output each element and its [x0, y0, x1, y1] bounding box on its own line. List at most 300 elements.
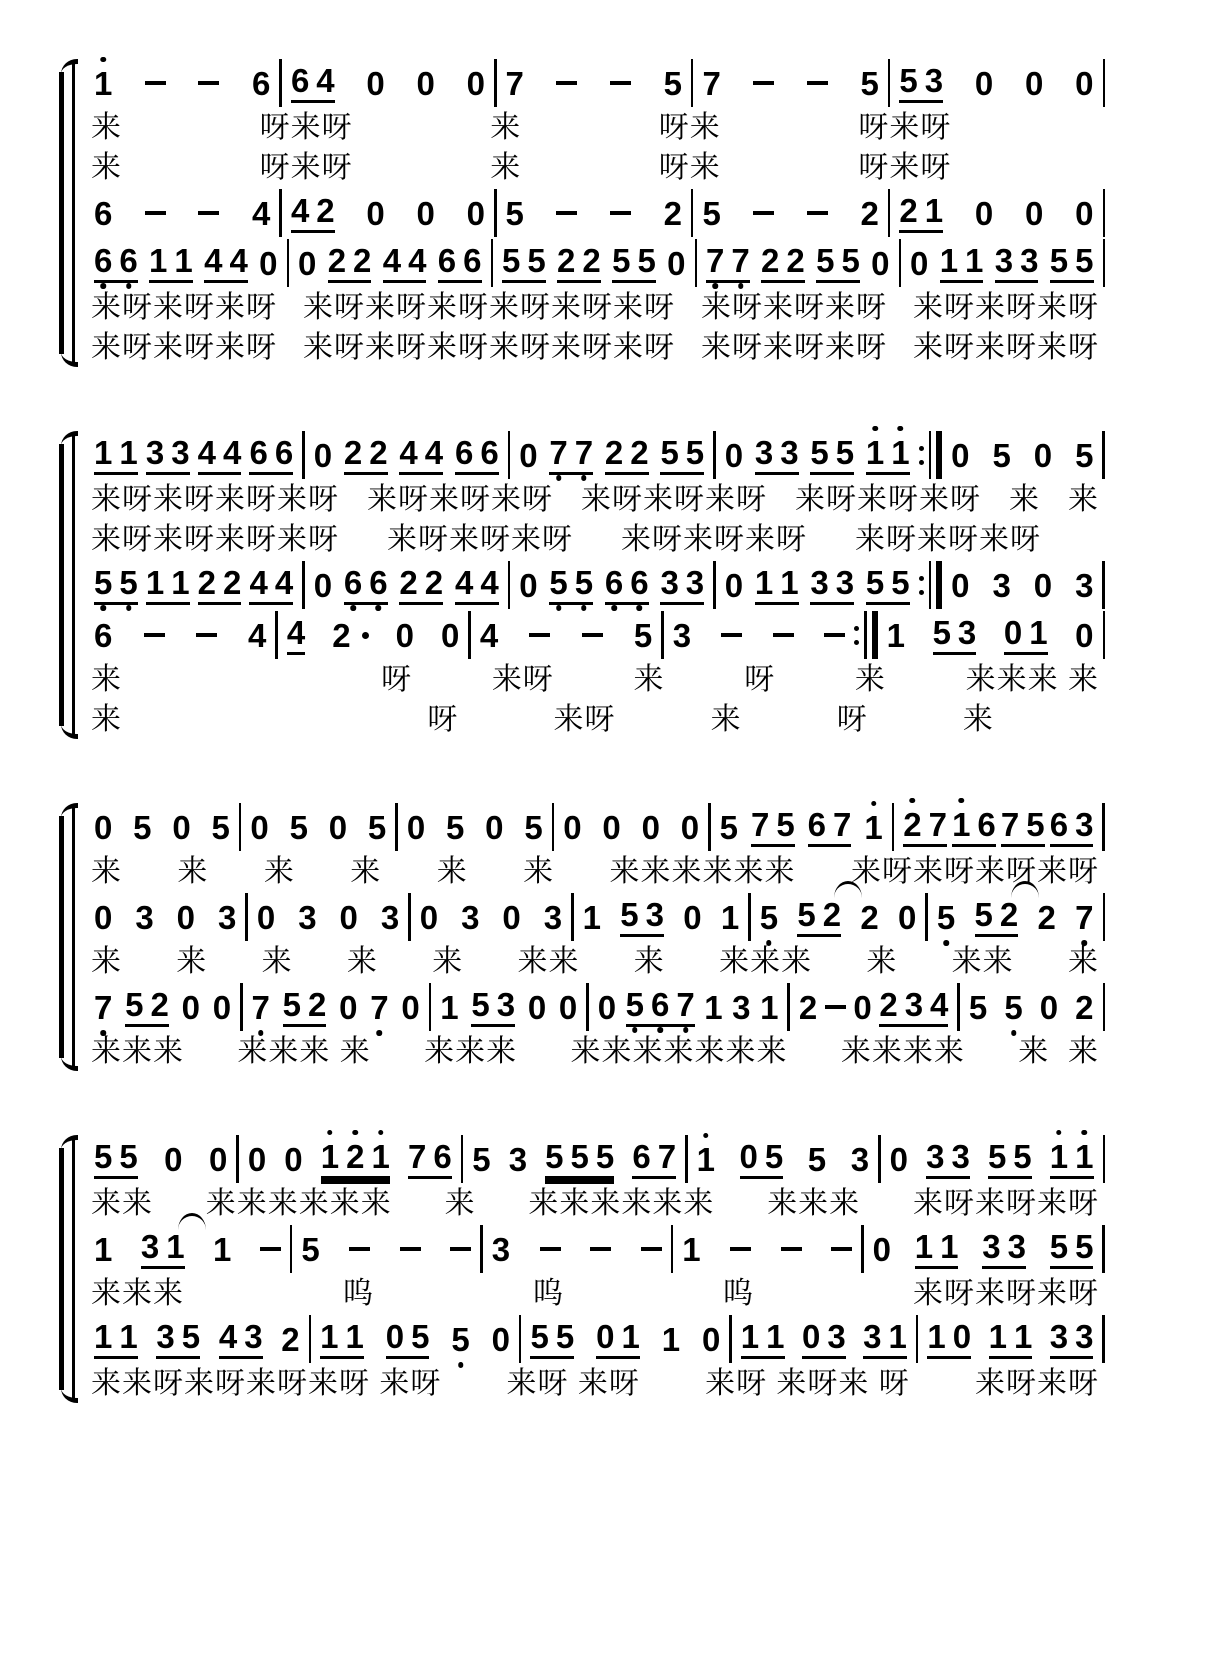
lyric-cell: 来	[91, 111, 122, 144]
note-digit: 5	[612, 241, 631, 279]
brace-top-hook	[61, 1135, 78, 1155]
note-digit: 4	[223, 433, 242, 471]
note-token	[382, 241, 427, 283]
note-digit: 3	[732, 988, 751, 1026]
note-token	[94, 64, 113, 102]
repeat-dots	[854, 626, 859, 645]
lyric-cell: 呀来	[658, 151, 721, 184]
measure	[85, 898, 245, 936]
note-token	[987, 1137, 1032, 1179]
note-digit: 0	[366, 64, 385, 102]
note-digit: 0	[385, 1317, 405, 1355]
note-digit: 5	[119, 1137, 138, 1175]
lyric-cell: 来呀来呀来呀	[855, 523, 1041, 556]
note-digit: 5	[816, 241, 835, 279]
note-digit: 7	[706, 244, 724, 277]
note-digit: 3	[1020, 241, 1039, 279]
measure	[282, 191, 494, 233]
measure	[471, 616, 661, 654]
note-digit: 5	[445, 808, 465, 846]
lyric-cell: 来来来来	[840, 1035, 965, 1068]
lyric-cell: 来呀来呀来呀	[387, 523, 573, 556]
note-digit: 5	[719, 808, 738, 846]
note-digit: 6	[249, 433, 268, 471]
note-digit: 0	[667, 244, 686, 282]
note-digit: 0	[1039, 988, 1059, 1026]
note-digit: 0	[897, 898, 917, 936]
measure	[85, 1137, 236, 1179]
augmentation-dot	[362, 632, 369, 639]
note-digit: 2	[150, 985, 169, 1023]
note-token	[974, 64, 994, 102]
note-digit: 1	[891, 436, 909, 469]
octave-dot-below	[258, 1030, 264, 1036]
note-token	[259, 244, 278, 282]
brace-stem	[59, 816, 64, 1058]
measure	[881, 1137, 1103, 1179]
note-token	[759, 898, 779, 936]
note-digit: 0	[416, 64, 435, 102]
note-digit: 1	[174, 241, 193, 279]
note-token	[94, 616, 113, 654]
note-token	[860, 898, 879, 936]
duration-dash	[529, 633, 550, 638]
note-digit: 5	[987, 1137, 1007, 1175]
lyric-cell: 来呀来呀来呀	[913, 331, 1099, 364]
note-digit: 5	[549, 566, 567, 599]
barline	[1102, 431, 1105, 479]
note-digit: 1	[1075, 1140, 1093, 1173]
note-digit: 0	[440, 616, 460, 654]
note-token	[502, 898, 521, 936]
note-token	[807, 1140, 827, 1178]
note-digit: 5	[685, 433, 705, 471]
note-digit: 4	[248, 616, 267, 654]
note-token	[582, 898, 601, 936]
note-digit: 5	[810, 433, 829, 471]
note-token	[879, 985, 949, 1027]
note-digit: 5	[181, 1317, 201, 1355]
lyric-cell: 来	[91, 855, 122, 888]
octave-dot-above	[958, 798, 964, 804]
lyrics-row	[85, 520, 1105, 560]
note-digit: 5	[570, 1137, 589, 1175]
measure	[241, 808, 395, 846]
lyric-cell: 来呀来呀来呀	[913, 1277, 1099, 1310]
lyric-cell: 来	[261, 945, 293, 978]
barline	[1103, 611, 1106, 659]
note-token	[889, 1140, 908, 1178]
lyric-cell: 来	[1068, 483, 1099, 516]
octave-dot-below	[766, 940, 772, 946]
note-token	[172, 808, 191, 846]
note-digit: 5	[367, 808, 387, 846]
notes-row	[85, 188, 1105, 238]
lyric-cell: 来	[91, 663, 122, 696]
note-token	[290, 61, 335, 103]
note-digit: 5	[841, 241, 860, 279]
barline	[1102, 803, 1105, 851]
note-digit: 3	[685, 563, 705, 601]
repeat-dots	[919, 576, 924, 595]
note-digit: 1	[780, 563, 799, 601]
note-digit: 1	[213, 1230, 232, 1268]
note-digit: 0	[558, 988, 578, 1026]
note-token	[445, 808, 465, 846]
note-digit: 2	[1037, 898, 1056, 936]
duration-dash	[198, 81, 219, 86]
note-token	[94, 808, 113, 846]
measure	[928, 895, 1103, 937]
note-token	[94, 1137, 138, 1179]
measure	[960, 988, 1103, 1026]
lyric-cell: 来呀来呀来呀	[701, 331, 887, 364]
note-token	[416, 64, 435, 102]
note-digit: 5	[1004, 991, 1022, 1024]
note-token	[406, 808, 426, 846]
lyric-cell: 来	[177, 855, 209, 888]
brace-top-hook	[61, 431, 78, 451]
note-token	[94, 898, 113, 936]
note-token	[1037, 898, 1056, 936]
score	[85, 58, 1105, 1466]
note-digit: 0	[259, 244, 278, 282]
note-token	[298, 898, 317, 936]
repeat-thin-line	[929, 431, 932, 479]
note-token	[1039, 988, 1059, 1026]
brace-stem	[59, 72, 64, 354]
note-token	[505, 64, 524, 102]
note-digit: 5	[301, 1230, 320, 1268]
note-token	[633, 616, 653, 654]
note-digit: 3	[1049, 1317, 1069, 1355]
note-token	[683, 898, 702, 936]
note-token	[886, 616, 905, 654]
note-digit: 0	[910, 244, 929, 282]
note-token	[724, 566, 744, 604]
note-token	[992, 436, 1011, 474]
note-digit: 0	[164, 1140, 183, 1178]
octave-dot-below	[376, 605, 382, 611]
note-token	[472, 1140, 491, 1178]
lyric-cell: 呀来	[658, 111, 721, 144]
note-token	[218, 1317, 263, 1359]
note-digit: 5	[660, 433, 679, 471]
note-token	[696, 1140, 715, 1178]
note-digit: 0	[395, 616, 414, 654]
octave-dot-below	[556, 605, 562, 611]
lyric-cell: 来	[633, 945, 665, 978]
note-digit: 6	[274, 433, 294, 471]
note-token	[1075, 64, 1094, 102]
note-token	[903, 805, 947, 847]
note-digit: 5	[545, 1137, 564, 1175]
note-digit: 0	[94, 898, 113, 936]
note-digit: 3	[810, 563, 829, 601]
duration-dash	[641, 1247, 662, 1252]
note-token	[94, 1317, 138, 1359]
note-digit: 2	[822, 895, 842, 933]
note-digit: 7	[1075, 901, 1093, 934]
octave-dot-above	[353, 1130, 359, 1136]
note-digit: 1	[927, 1317, 946, 1355]
measure	[85, 985, 240, 1027]
note-token	[289, 808, 308, 846]
lyric-cell: 来呀 来呀	[506, 1367, 640, 1400]
note-digit: 5	[472, 1140, 491, 1178]
note-token	[343, 563, 388, 605]
note-token	[860, 194, 879, 232]
repeat-barline	[854, 611, 878, 659]
measure	[243, 985, 429, 1027]
note-digit: 4	[399, 433, 418, 471]
note-token	[250, 808, 269, 846]
note-token	[750, 805, 795, 847]
lyric-cell: 来呀来呀来呀	[91, 331, 277, 364]
lyric-cell: 来呀来呀来呀来呀来呀来呀	[303, 291, 675, 324]
note-digit: 0	[1075, 194, 1094, 232]
system-start-barline	[72, 436, 75, 734]
lyric-cell: 来来呀来呀来呀来呀 来呀	[91, 1367, 442, 1400]
note-token	[798, 988, 818, 1026]
note-digit: 2	[1075, 988, 1094, 1026]
music-system	[85, 1134, 1105, 1404]
note-token	[1075, 616, 1094, 654]
note-digit: 7	[505, 64, 524, 102]
note-digit: 5	[974, 895, 993, 933]
note-digit: 5	[411, 1317, 430, 1355]
note-token	[94, 194, 113, 232]
note-digit: 5	[1026, 805, 1045, 843]
note-token	[320, 1137, 390, 1179]
measure	[510, 563, 713, 605]
note-token	[899, 191, 944, 233]
note-digit: 0	[256, 898, 276, 936]
measure	[664, 616, 854, 654]
measure	[85, 64, 279, 102]
note-digit: 1	[988, 1317, 1007, 1355]
note-token	[419, 898, 439, 936]
note-token	[1075, 566, 1094, 604]
note-token	[251, 988, 270, 1026]
note-token	[385, 1317, 430, 1359]
measure	[85, 194, 279, 232]
note-digit: 5	[502, 241, 521, 279]
octave-dot-below	[712, 283, 718, 289]
note-token	[558, 988, 578, 1026]
lyric-cell: 呀	[744, 663, 776, 696]
note-token	[94, 1230, 113, 1268]
measure	[248, 898, 408, 936]
note-digit: 0	[519, 436, 538, 474]
note-token	[754, 433, 799, 475]
note-token	[328, 808, 348, 846]
octave-dot-below	[657, 1027, 663, 1033]
note-digit: 2	[399, 563, 418, 601]
lyric-cell: 来呀	[491, 663, 554, 696]
note-digit: 5	[1075, 1227, 1094, 1265]
octave-dot-above	[898, 426, 904, 432]
note-digit: 0	[247, 1140, 267, 1178]
note-token	[252, 194, 271, 232]
note-digit: 3	[863, 1317, 882, 1355]
note-digit: 1	[754, 563, 774, 601]
measure	[311, 1317, 519, 1359]
note-token	[380, 898, 400, 936]
note-token	[407, 1137, 452, 1179]
note-digit: 0	[419, 898, 439, 936]
note-digit: 4	[454, 563, 474, 601]
note-digit: 0	[1025, 194, 1044, 232]
note-token	[313, 566, 333, 604]
note-digit: 5	[764, 1137, 784, 1175]
note-digit: 3	[508, 1140, 528, 1178]
note-token	[485, 808, 504, 846]
note-token	[897, 898, 917, 936]
note-digit: 5	[626, 988, 644, 1021]
measure	[697, 241, 899, 283]
system-start-barline	[72, 1140, 75, 1398]
octave-dot-below	[1082, 940, 1088, 946]
note-token	[865, 563, 910, 605]
note-digit: 3	[140, 1227, 160, 1265]
lyric-cell: 来	[432, 945, 464, 978]
note-token	[1049, 1137, 1094, 1179]
note-token	[212, 988, 232, 1026]
measure	[85, 1227, 290, 1269]
lyric-cell: 来来来来来来	[205, 1187, 392, 1220]
note-digit: 1	[864, 811, 882, 844]
note-digit: 2	[879, 985, 898, 1023]
repeat-barline	[919, 561, 943, 609]
note-token	[732, 988, 751, 1026]
lyrics-row	[85, 328, 1105, 368]
note-token	[249, 563, 294, 605]
note-token	[1049, 805, 1094, 847]
measure	[85, 1317, 309, 1359]
note-token	[491, 1320, 510, 1358]
note-digit: 7	[676, 988, 694, 1021]
lyric-cell: 呀来呀	[259, 151, 353, 184]
duration-dash	[450, 1247, 471, 1252]
duration-dash	[773, 633, 794, 638]
note-digit: 2	[424, 563, 444, 601]
note-digit: 4	[290, 191, 310, 229]
octave-dot-above	[100, 57, 106, 63]
note-token	[704, 988, 723, 1026]
note-digit: 0	[974, 194, 994, 232]
measure	[289, 241, 491, 283]
duration-dash	[824, 633, 845, 638]
note-token	[213, 1230, 232, 1268]
note-token	[672, 616, 692, 654]
lyric-cell: 来来来来来来来	[570, 1035, 788, 1068]
note-digit: 0	[952, 1317, 972, 1355]
note-token	[974, 895, 1019, 937]
note-token	[332, 616, 368, 654]
note-digit: 1	[720, 898, 740, 936]
lyric-cell: 来来来 来	[965, 663, 1099, 696]
measure	[711, 805, 892, 847]
note-token	[1025, 194, 1044, 232]
notes-row	[85, 1224, 1105, 1274]
note-token	[1033, 436, 1053, 474]
note-digit: 5	[530, 1317, 549, 1355]
note-token	[760, 988, 779, 1026]
note-token	[156, 1317, 201, 1359]
note-digit: 4	[274, 563, 294, 601]
lyric-cell: 来	[866, 945, 898, 978]
note-token	[1000, 805, 1045, 847]
measure	[890, 61, 1102, 103]
octave-dot-below	[100, 1030, 106, 1036]
note-token	[519, 566, 538, 604]
note-digit: 0	[1033, 436, 1053, 474]
note-digit: 1	[171, 563, 190, 601]
note-token	[282, 985, 327, 1027]
note-digit: 6	[463, 241, 482, 279]
note-digit: 1	[766, 1317, 785, 1355]
note-token	[545, 1137, 615, 1179]
note-digit: 3	[1075, 566, 1094, 604]
octave-dot-below	[100, 605, 106, 611]
note-token	[982, 1227, 1026, 1269]
note-digit: 0	[1075, 64, 1094, 102]
note-digit: 6	[119, 244, 137, 277]
octave-dot-above	[872, 426, 878, 432]
note-digit: 7	[94, 991, 112, 1024]
lyric-cell: 呀来呀	[858, 111, 952, 144]
note-digit: 6	[807, 805, 826, 843]
note-digit: 7	[575, 436, 593, 469]
lyric-cell: 来呀来呀来呀	[795, 483, 981, 516]
note-digit: 5	[133, 808, 152, 846]
lyric-cell: 来来	[951, 945, 1014, 978]
note-digit: 6	[454, 433, 474, 471]
lyrics-row	[85, 108, 1105, 148]
duration-dash	[260, 1247, 281, 1252]
note-digit: 5	[1049, 241, 1069, 279]
note-digit: 3	[645, 895, 664, 933]
note-token	[1049, 241, 1094, 283]
lyrics-row	[85, 942, 1105, 982]
note-digit: 5	[807, 1140, 827, 1178]
measure	[554, 808, 708, 846]
note-token	[632, 1137, 677, 1179]
measure	[85, 563, 302, 605]
note-digit: 1	[94, 67, 112, 100]
note-token	[451, 1320, 470, 1358]
measure	[398, 808, 552, 846]
notes-row	[85, 1314, 1105, 1364]
octave-dot-below	[738, 283, 744, 289]
note-digit: 2	[903, 808, 921, 841]
measure	[589, 985, 788, 1027]
duration-dash	[610, 81, 631, 86]
note-token	[286, 613, 306, 655]
note-token	[992, 566, 1011, 604]
note-digit: 5	[282, 985, 302, 1023]
note-token	[899, 61, 944, 103]
measure	[673, 1230, 861, 1268]
note-token	[466, 194, 486, 232]
lyric-cell: 来呀来呀来呀	[367, 483, 553, 516]
octave-dot-above	[378, 1130, 384, 1136]
note-digit: 0	[951, 436, 970, 474]
lyric-cell: 来	[633, 663, 665, 696]
note-digit: 2	[343, 433, 363, 471]
note-digit: 6	[977, 805, 996, 843]
